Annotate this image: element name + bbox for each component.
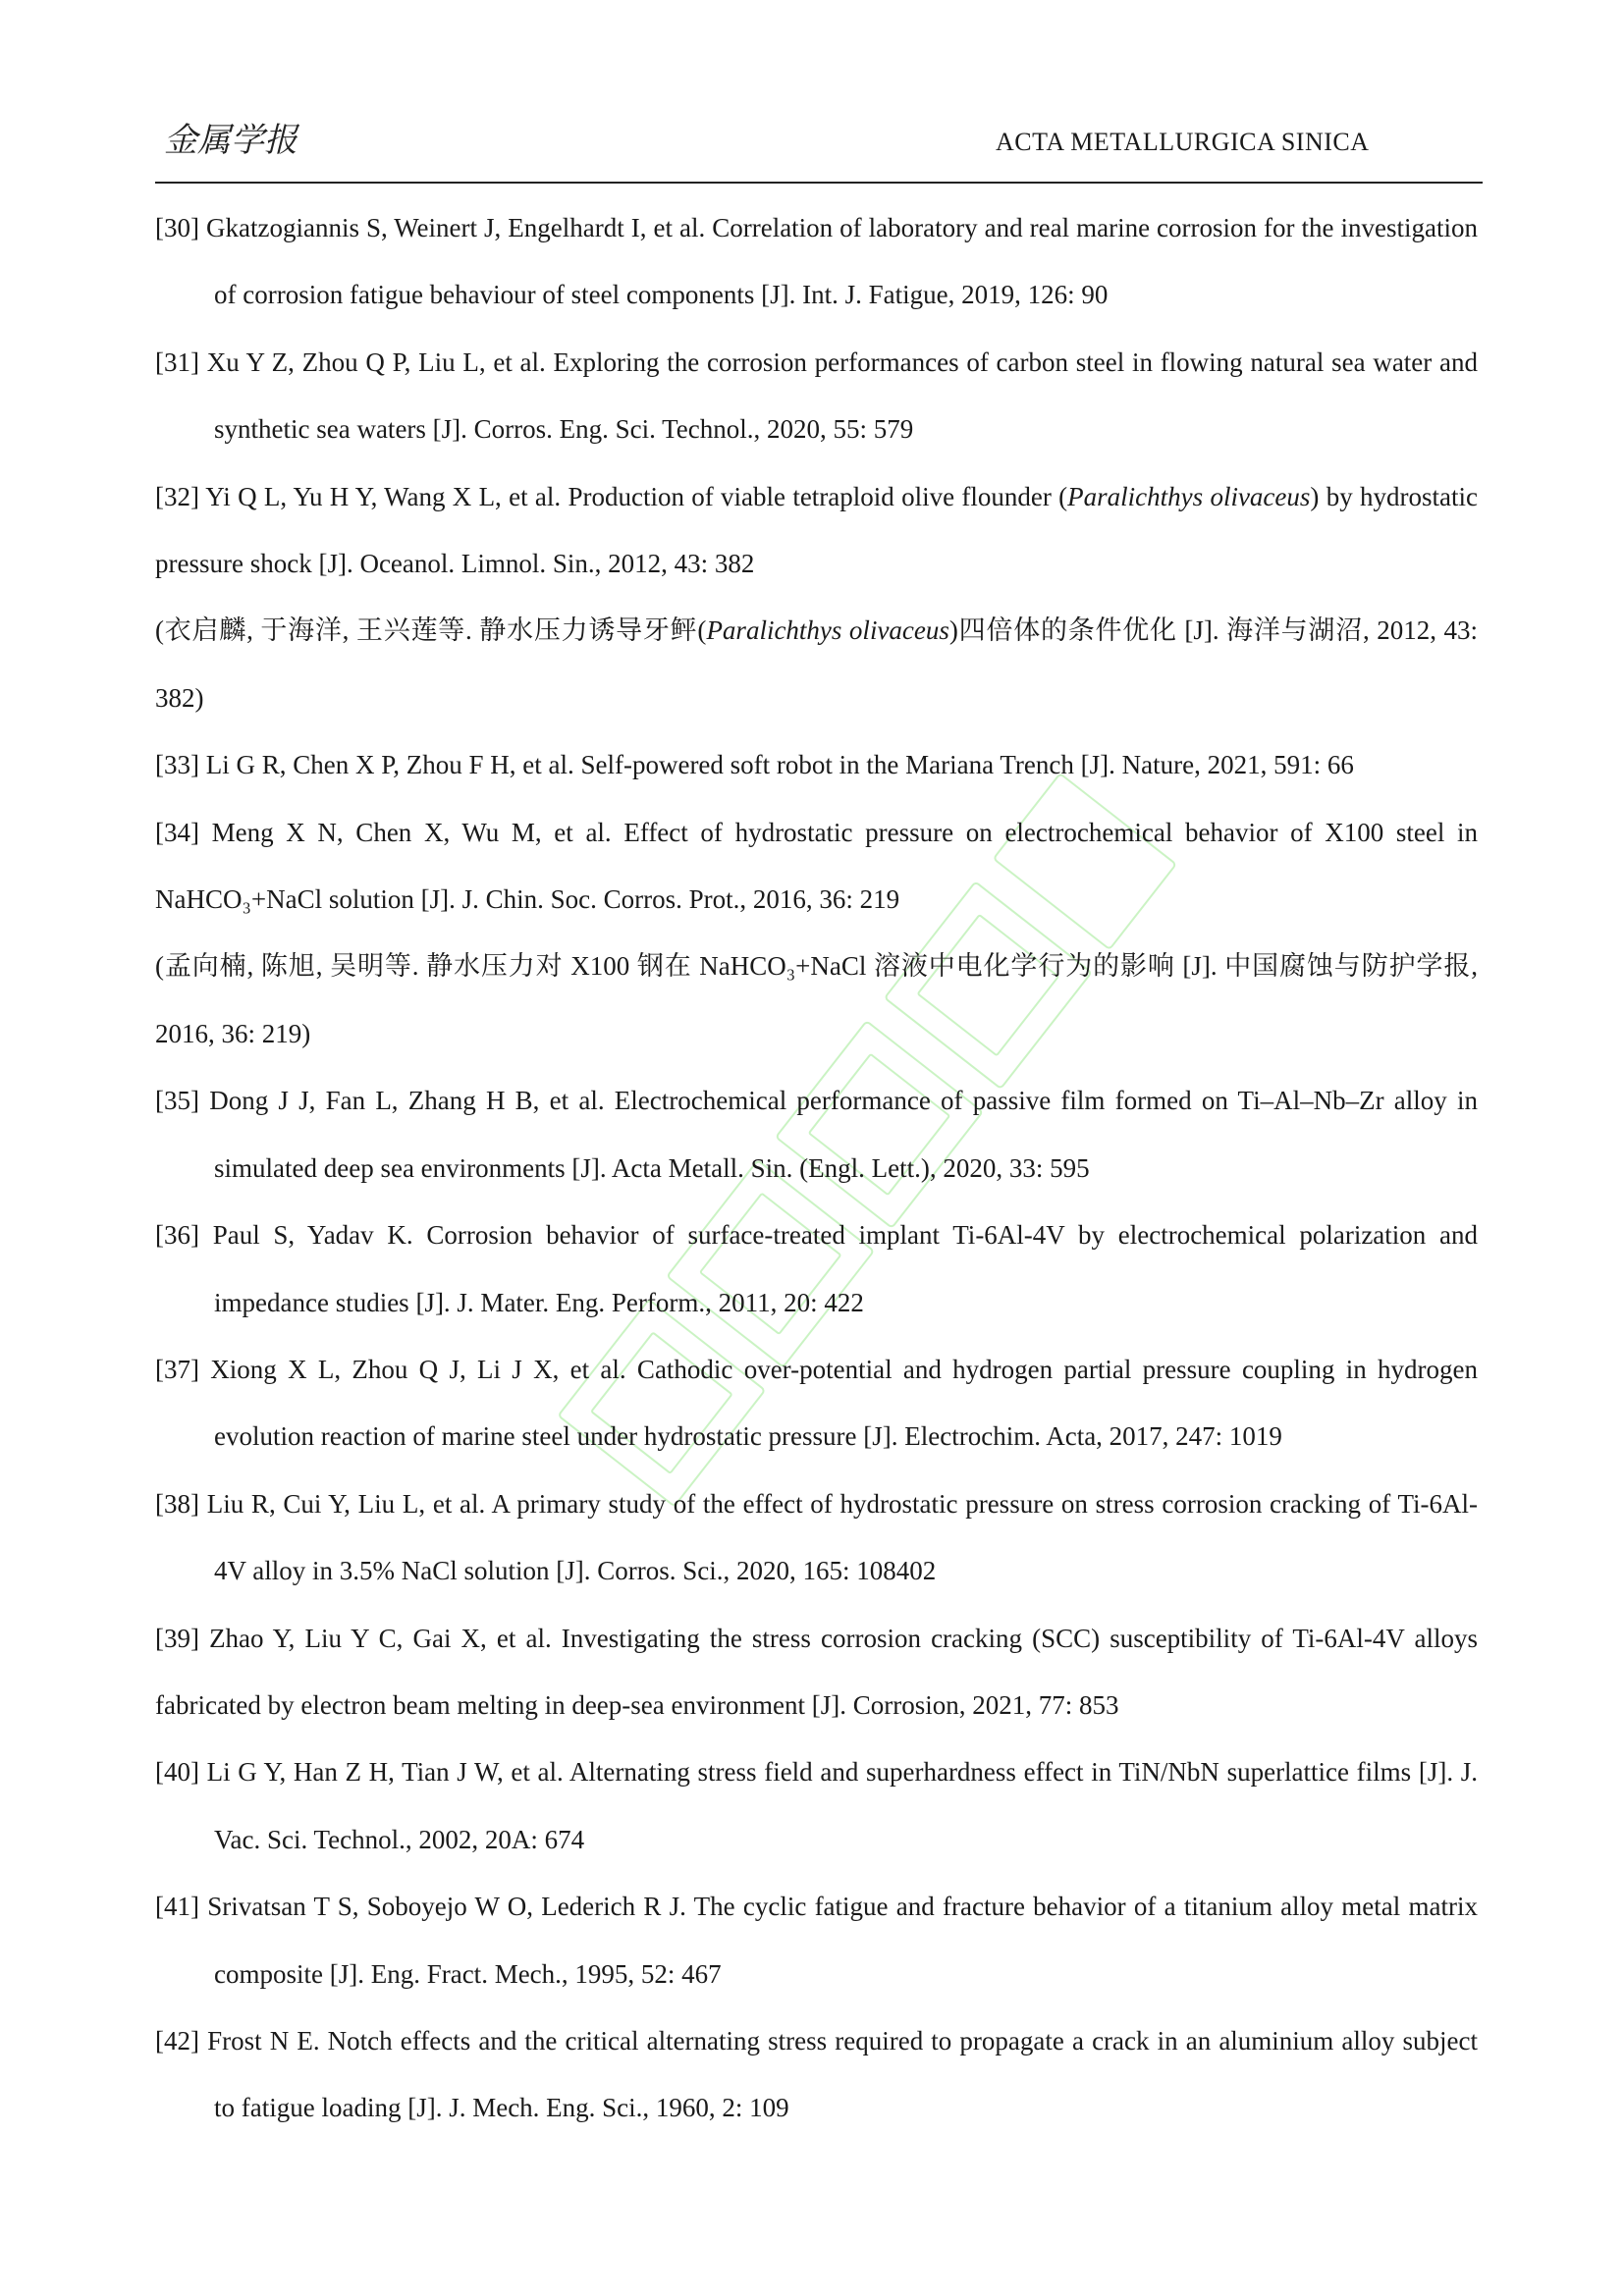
reference-text: )四倍体的条件优化 [J]. 海洋与湖沼, 2012, 43: 382) — [155, 615, 1479, 713]
reference-text: [41] Srivatsan T S, Soboyejo W O, Lederich R J. The cyclic fatigue and fracture behavior of a titanium alloy metal matrix composite [J]. Eng. Fract. Mech., 1995, 52: 467 — [155, 1892, 1478, 1989]
journal-logo — [162, 114, 299, 165]
reference-text: [42] Frost N E. Notch effects and the critical alternating stress required to propagate a crack in an aluminium alloy subject to fatigue loading [J]. J. Mech. Eng. Sci., 1960, 2: 109 — [155, 2025, 1478, 2123]
reference-text: [39] Zhao Y, Liu Y C, Gai X, et al. Investigating the stress corrosion cracking (SCC) susceptibility of Ti-6Al-4V alloys fabricated by electron beam melting in deep-sea environment [J]. Corrosion, 2021, 77: 853 — [155, 1623, 1478, 1720]
reference-text: [34] Meng X N, Chen X, Wu M, et al. Effect of hydrostatic pressure on electrochemical behavior of X100 steel in NaHCO₃+NaCl solution [J]. J. Chin. Soc. Corros. Prot., 2016, 36: 219 — [155, 817, 1478, 915]
reference-entry-34 — [155, 799, 1478, 934]
reference-entry-33 — [155, 731, 1478, 798]
species-name: Paralichthys olivaceus — [706, 615, 949, 646]
reference-entry-37 — [155, 1336, 1478, 1470]
species-name: Paralichthys olivaceus — [1067, 481, 1311, 511]
reference-entry-42 — [155, 2007, 1478, 2142]
reference-entry-32-cn — [155, 597, 1478, 731]
reference-entry-36 — [155, 1201, 1478, 1336]
reference-text: ) by hydrostatic pressure shock [J]. Oceanol. Limnol. Sin., 2012, 43: 382 — [155, 481, 1478, 579]
reference-text: [33] Li G R, Chen X P, Zhou F H, et al. Self-powered soft robot in the Mariana Trench [J]. Nature, 2021, 591: 66 — [155, 750, 1354, 780]
reference-entry-35 — [155, 1067, 1478, 1201]
reference-list — [155, 194, 1478, 2142]
reference-entry-30 — [155, 194, 1478, 329]
journal-logo-text: 金属学报 — [164, 121, 298, 160]
reference-entry-41 — [155, 1873, 1478, 2007]
reference-text: [30] Gkatzogiannis S, Weinert J, Engelhardt I, et al. Correlation of laboratory and real marine corrosion for the investigation of corrosion fatigue behaviour of steel components [J]. Int. J. Fatigue, 2019, 126: 90 — [155, 213, 1478, 310]
reference-text: (孟向楠, 陈旭, 吴明等. 静水压力对 X100 钢在 NaHCO₃+NaCl 溶液中电化学行为的影响 [J]. 中国腐蚀与防护学报, 2016, 36: 219) — [155, 951, 1478, 1048]
reference-text: [31] Xu Y Z, Zhou Q P, Liu L, et al. Exploring the corrosion performances of carbon steel in flowing natural sea water and synthetic sea waters [J]. Corros. Eng. Sci. Technol., 2020, 55: 579 — [155, 347, 1478, 445]
reference-entry-31 — [155, 329, 1478, 463]
reference-entry-34-cn — [155, 933, 1478, 1067]
reference-entry-40 — [155, 1738, 1478, 1873]
reference-text: [35] Dong J J, Fan L, Zhang H B, et al. Electrochemical performance of passive film formed on Ti–Al–Nb–Zr alloy in simulated deep sea environments [J]. Acta Metall. Sin. (Engl. Lett.), 2020, 33: 595 — [155, 1086, 1478, 1183]
reference-entry-32 — [155, 463, 1478, 598]
reference-entry-38 — [155, 1470, 1478, 1605]
header-rule — [155, 182, 1483, 184]
reference-text: [40] Li G Y, Han Z H, Tian J W, et al. Alternating stress field and superhardness effect in TiN/NbN superlattice films [J]. J. Vac. Sci. Technol., 2002, 20A: 674 — [155, 1757, 1478, 1854]
reference-text: (衣启麟, 于海洋, 王兴莲等. 静水压力诱导牙鲆( — [155, 615, 707, 646]
journal-name: ACTA METALLURGICA SINICA — [996, 128, 1370, 156]
reference-text: [38] Liu R, Cui Y, Liu L, et al. A primary study of the effect of hydrostatic pressure on stress corrosion cracking of Ti-6Al-4V alloy in 3.5% NaCl solution [J]. Corros. Sci., 2020, 165: 108402 — [155, 1488, 1478, 1586]
reference-text: [36] Paul S, Yadav K. Corrosion behavior of surface-treated implant Ti-6Al-4V by electrochemical polarization and impedance studies [J]. J. Mater. Eng. Perform., 2011, 20: 422 — [155, 1220, 1478, 1317]
reference-entry-39 — [155, 1605, 1478, 1739]
reference-text: [32] Yi Q L, Yu H Y, Wang X L, et al. Production of viable tetraploid olive flounder ( — [155, 481, 1068, 511]
reference-text: [37] Xiong X L, Zhou Q J, Li J X, et al. Cathodic over-potential and hydrogen partial pressure coupling in hydrogen evolution reaction of marine steel under hydrostatic pressure [J]. Electrochim. Acta, 2017, 247: 1019 — [155, 1354, 1478, 1452]
